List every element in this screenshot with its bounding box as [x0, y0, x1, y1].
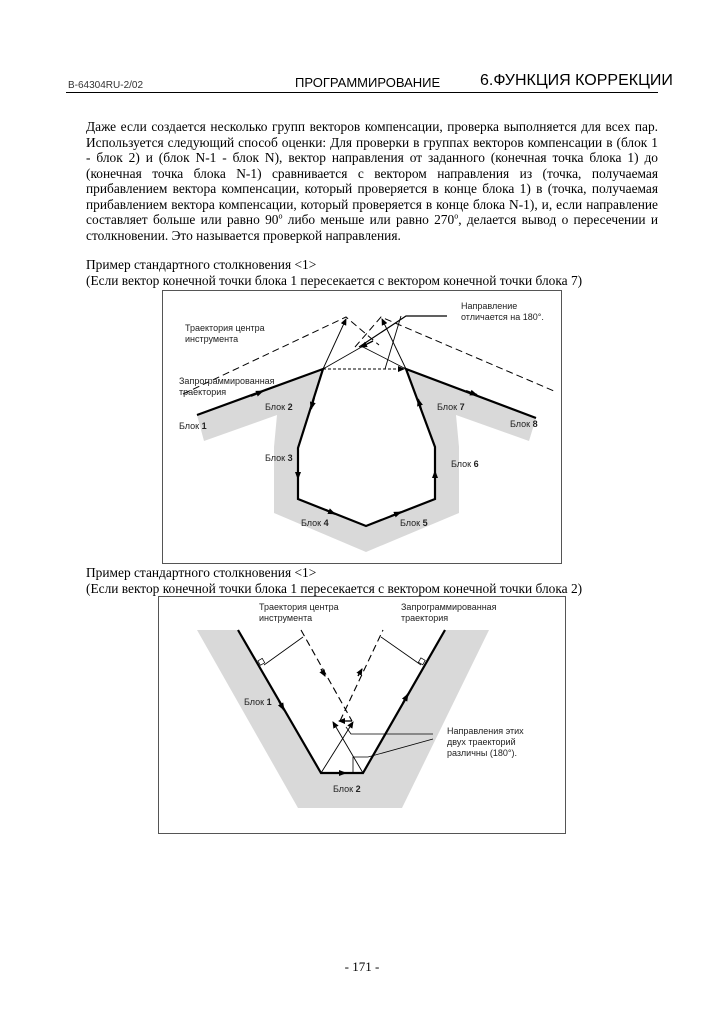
svg-text:отличается на 180°.: отличается на 180°.: [461, 312, 544, 322]
svg-text:траектория: траектория: [179, 387, 227, 397]
degree-mark: o: [278, 211, 283, 221]
header-rule: [66, 92, 658, 93]
label-tool-path: Траектория центра: [259, 602, 339, 612]
label-direction-note: Направление: [461, 301, 518, 311]
svg-text:инструмента: инструмента: [185, 334, 239, 344]
label-block-4: Блок 4: [301, 518, 329, 528]
programmed-path: [197, 369, 536, 526]
figure2-frame: [158, 596, 566, 834]
label-programmed-path: Запрограммированная: [179, 376, 275, 386]
svg-text:инструмента: инструмента: [259, 613, 313, 623]
label-block-1: Блок 1: [179, 421, 207, 431]
body-paragraph: [86, 119, 658, 243]
figure2-diagram: [159, 597, 565, 833]
label-block-6: Блок 6: [451, 459, 479, 469]
paragraph-text-2: либо меньше или равно 270: [282, 212, 455, 227]
label-block-8: Блок 8: [510, 419, 538, 429]
figure2-caption-condition: (Если вектор конечной точки блока 1 пересекается с вектором конечной точки блока 2): [86, 581, 583, 596]
label-tool-path: Траектория центра: [185, 323, 265, 333]
svg-text:различны (180°).: различны (180°).: [447, 748, 517, 758]
paragraph-text-3: , делается вывод о пересечении и столкновении. Это называется проверкой направления.: [86, 212, 659, 243]
label-block-3: Блок 3: [265, 453, 293, 463]
svg-text:траектория: траектория: [401, 613, 449, 623]
label-block-5: Блок 5: [400, 518, 428, 528]
label-programmed-path: Запрограммированная: [401, 602, 497, 612]
figure1-frame: [162, 290, 562, 564]
figure1-caption-title: Пример стандартного столкновения <1>: [86, 257, 317, 272]
label-direction-note: Направления этих: [447, 726, 524, 736]
label-block-1: Блок 1: [244, 697, 272, 707]
doc-code: B-64304RU-2/02: [68, 80, 144, 91]
section-title: ПРОГРАММИРОВАНИЕ: [295, 75, 441, 90]
figure1-caption-condition: (Если вектор конечной точки блока 1 пересекается с вектором конечной точки блока 7): [86, 273, 583, 288]
degree-mark: o: [454, 211, 459, 221]
svg-text:двух траекторий: двух траекторий: [447, 737, 516, 747]
figure1-diagram: [163, 291, 561, 563]
figure2-caption-title: Пример стандартного столкновения <1>: [86, 565, 317, 580]
label-block-2: Блок 2: [265, 402, 293, 412]
chapter-title: 6.ФУНКЦИЯ КОРРЕКЦИИ: [480, 72, 673, 89]
label-block-2: Блок 2: [333, 784, 361, 794]
paragraph-text-1: Даже если создается несколько групп векторов компенсации, проверка выполняется для всех пар. Используется следующий способ оценки: Для проверки в группах векторов компенсации в (блок 1 - блок 2) и (блок N-1 - блок N), вектор направления от заданного (конечная точка блока 1) до (конечная точка блока N-1) сравнивается с вектором направления из (точка, получаемая прибавлением вектора компенсации, который проверяется в конце блока 1) в (точка, получаемая прибавлением вектора компенсации, который проверяется в конце блока N-1), и, если направление составляет больше или равно 90: [86, 119, 658, 227]
compensation-band: [197, 630, 489, 808]
page-number: - 171 -: [344, 959, 380, 974]
tool-center-path: [301, 630, 352, 721]
label-block-7: Блок 7: [437, 402, 465, 412]
